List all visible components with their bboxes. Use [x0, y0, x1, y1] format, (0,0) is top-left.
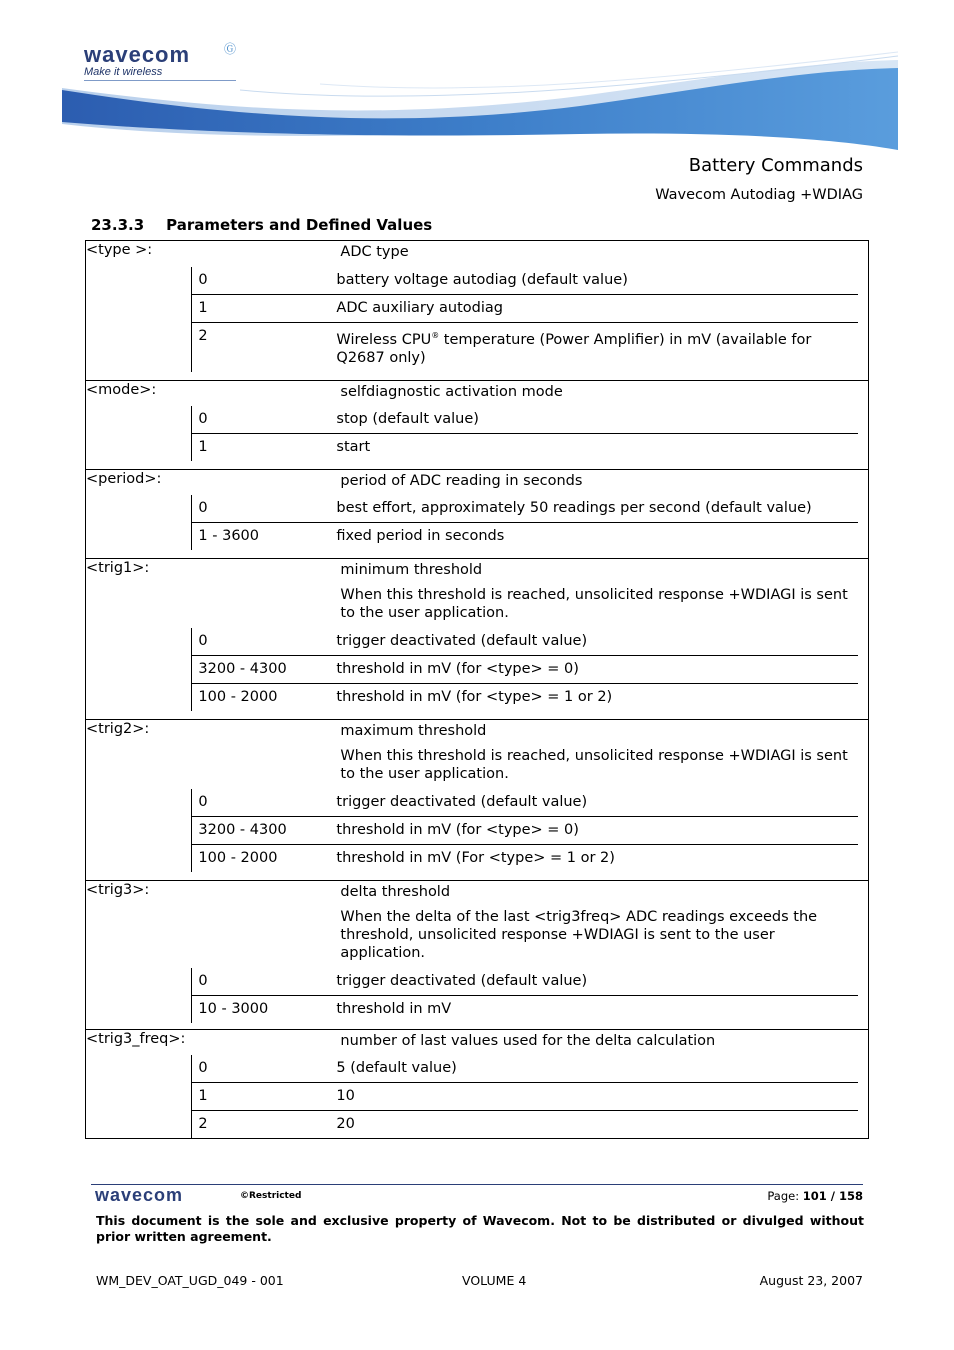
param-description: selfdiagnostic activation mode	[340, 383, 563, 400]
value-row: 1 start	[192, 433, 858, 461]
param-name: <type >:	[86, 241, 186, 381]
param-description: number of last values used for the delta calculation	[340, 1032, 716, 1049]
value-row: 2 20	[192, 1110, 858, 1138]
value-row: 0 trigger deactivated (default value)	[198, 972, 588, 989]
value-row: 3200 - 4300 threshold in mV (for <type> = 0)	[192, 655, 858, 683]
param-name: <trig3_freq>:	[86, 1029, 186, 1138]
value-row: 100 - 2000 threshold in mV (for <type> = 1 or 2)	[192, 683, 858, 711]
param-row-trig3-freq	[86, 1029, 869, 1138]
param-name: <mode>:	[86, 380, 186, 469]
param-description: ADC type	[340, 244, 409, 260]
footer-divider	[91, 1184, 863, 1185]
param-name: <period>:	[86, 469, 186, 558]
param-row-trig2	[86, 719, 869, 880]
param-name: <trig2>:	[86, 719, 186, 880]
value-row: 2 Wireless CPU® temperature (Power Amplifier) in mV (available for Q2687 only)	[192, 322, 858, 372]
section-heading	[91, 216, 432, 234]
value-row: 0 stop (default value)	[198, 410, 479, 427]
chapter-title: Battery Commands	[688, 155, 863, 176]
document-reference: WM_DEV_OAT_UGD_049 - 001	[96, 1273, 284, 1288]
param-row-trig1	[86, 558, 869, 719]
section-heading-text: Parameters and Defined Values	[166, 216, 433, 234]
document-date: August 23, 2007	[759, 1273, 863, 1288]
value-row: 100 - 2000 threshold in mV (For <type> = 1 or 2)	[192, 844, 858, 872]
section-subtitle: Wavecom Autodiag +WDIAG	[655, 187, 863, 203]
value-row: 0 trigger deactivated (default value)	[198, 632, 588, 649]
parameters-table	[85, 240, 869, 1139]
value-row: 0 5 (default value)	[198, 1059, 457, 1076]
param-row-period	[86, 469, 869, 558]
footer-wavecom-logo: wavecom	[95, 1185, 184, 1205]
page-number: Page: 101 / 158	[767, 1189, 863, 1203]
param-note: When this threshold is reached, unsolicited response +WDIAGI is sent to the user application.	[340, 586, 848, 621]
value-row: 0 battery voltage autodiag (default value)	[198, 272, 628, 288]
wavecom-logo: wavecom	[84, 42, 191, 67]
param-note: When this threshold is reached, unsolicited response +WDIAGI is sent to the user application.	[340, 747, 848, 782]
param-description: minimum threshold	[340, 561, 483, 578]
param-row-trig3	[86, 880, 869, 1029]
value-row: 1 ADC auxiliary autodiag	[192, 294, 858, 322]
param-note: When the delta of the last <trig3freq> ADC readings exceeds the threshold, unsolicited response +WDIAGI is sent to the user application.	[340, 908, 818, 961]
value-row: 10 - 3000 threshold in mV	[192, 995, 858, 1023]
param-name: <trig1>:	[86, 558, 186, 719]
value-row: 0 trigger deactivated (default value)	[198, 793, 588, 810]
param-row-mode	[86, 380, 869, 469]
value-row: 1 - 3600 fixed period in seconds	[192, 522, 858, 550]
value-row: 1 10	[192, 1082, 858, 1110]
confidentiality-notice: This document is the sole and exclusive property of Wavecom. Not to be distributed or divulged without prior written agreement.	[96, 1213, 864, 1244]
section-number: 23.3.3	[91, 216, 145, 234]
header-wave-banner	[60, 50, 900, 160]
param-row-type	[86, 241, 869, 381]
param-description: delta threshold	[340, 883, 451, 900]
logo-tagline: Make it wireless	[84, 66, 163, 78]
param-name: <trig3>:	[86, 880, 186, 1029]
value-row: 3200 - 4300 threshold in mV (for <type> = 0)	[192, 816, 858, 844]
restricted-label: ©Restricted	[240, 1191, 302, 1201]
volume-label: VOLUME 4	[462, 1273, 527, 1288]
value-row: 0 best effort, approximately 50 readings per second (default value)	[198, 499, 812, 516]
param-description: maximum threshold	[340, 722, 487, 739]
param-description: period of ADC reading in seconds	[340, 472, 583, 489]
logo-swirl-icon: Ⓖ	[224, 42, 237, 56]
